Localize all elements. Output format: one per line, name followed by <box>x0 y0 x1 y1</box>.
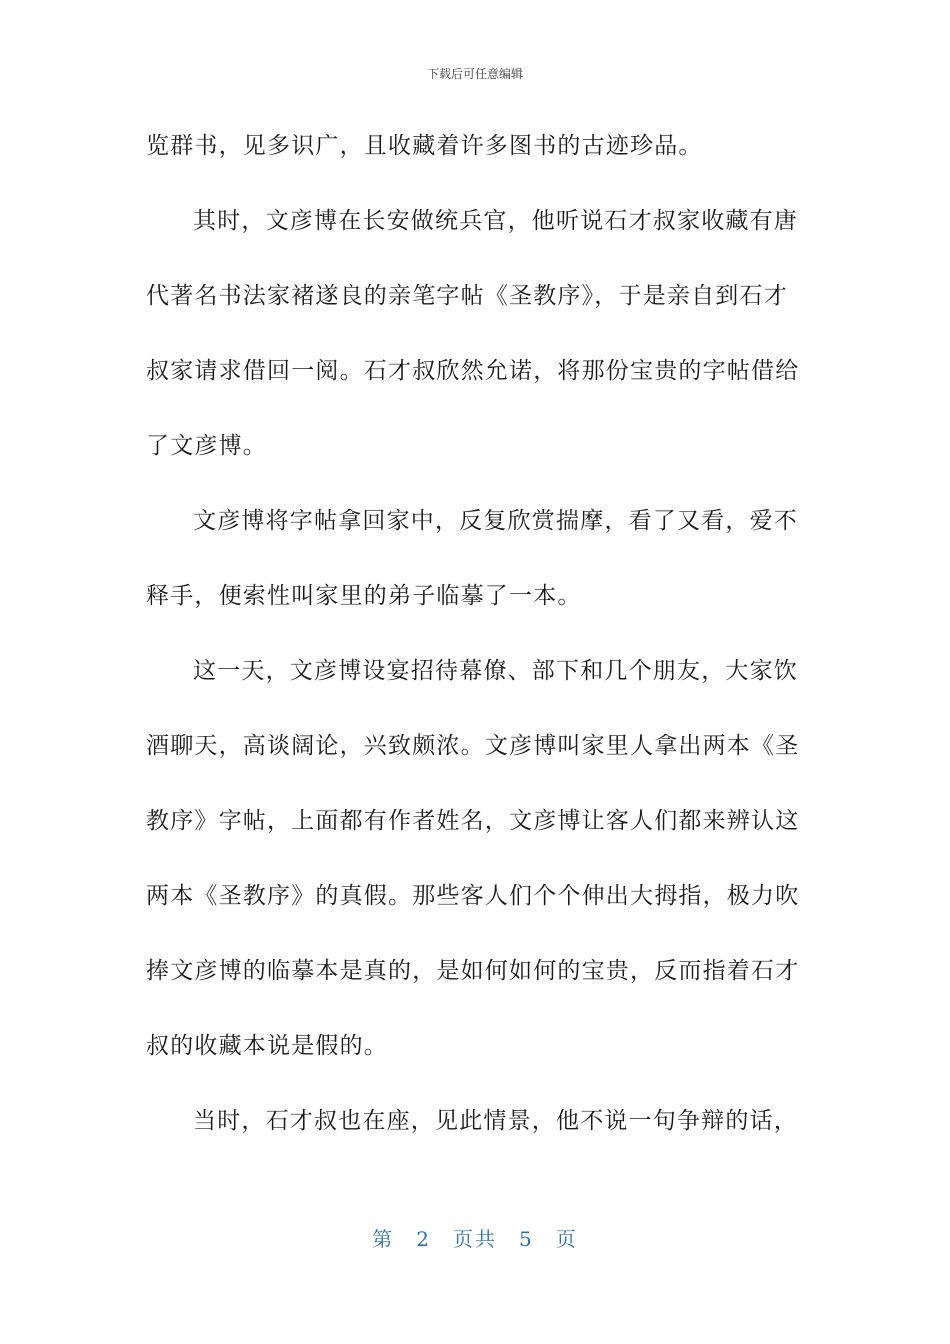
text-line: 当时，石才叔也在座，见此情景，他不说一句争辩的话， <box>193 1108 798 1134</box>
page-number: 第 2 页共 5 页 <box>372 1227 578 1251</box>
text-line: 两本《圣教序》的真假。那些客人们个个伸出大拇指，极力吹 <box>146 883 800 909</box>
text-line: 捧文彦博的临摹本是真的，是如何如何的宝贵，反而指着石才 <box>146 958 800 984</box>
document-body <box>146 126 800 1176</box>
text-line: 叔家请求借回一阅。石才叔欣然允诺，将那份宝贵的字帖借给 <box>146 358 800 384</box>
text-line: 代著名书法家褚遂良的亲笔字帖《圣教序》，于是亲自到石才 <box>146 283 788 309</box>
text-line: 释手，便索性叫家里的弟子临摹了一本。 <box>146 583 582 609</box>
text-line: 酒聊天，高谈阔论，兴致颇浓。文彦博叫家里人拿出两本《圣 <box>146 733 800 759</box>
text-line: 文彦博将字帖拿回家中，反复欣赏揣摩，看了又看，爱不 <box>193 508 798 534</box>
text-line: 这一天，文彦博设宴招待幕僚、部下和几个朋友，大家饮 <box>193 658 798 684</box>
text-line: 叔的收藏本说是假的。 <box>146 1033 388 1059</box>
page-header-note: 下载后可任意编辑 <box>426 67 523 81</box>
text-line: 其时，文彦博在长安做统兵官，他听说石才叔家收藏有唐 <box>193 208 798 234</box>
text-line: 了文彦博。 <box>146 433 267 459</box>
text-line: 教序》字帖，上面都有作者姓名，文彦博让客人们都来辨认这 <box>146 808 800 834</box>
text-line: 览群书，见多识广，且收藏着许多图书的古迹珍品。 <box>146 133 703 159</box>
